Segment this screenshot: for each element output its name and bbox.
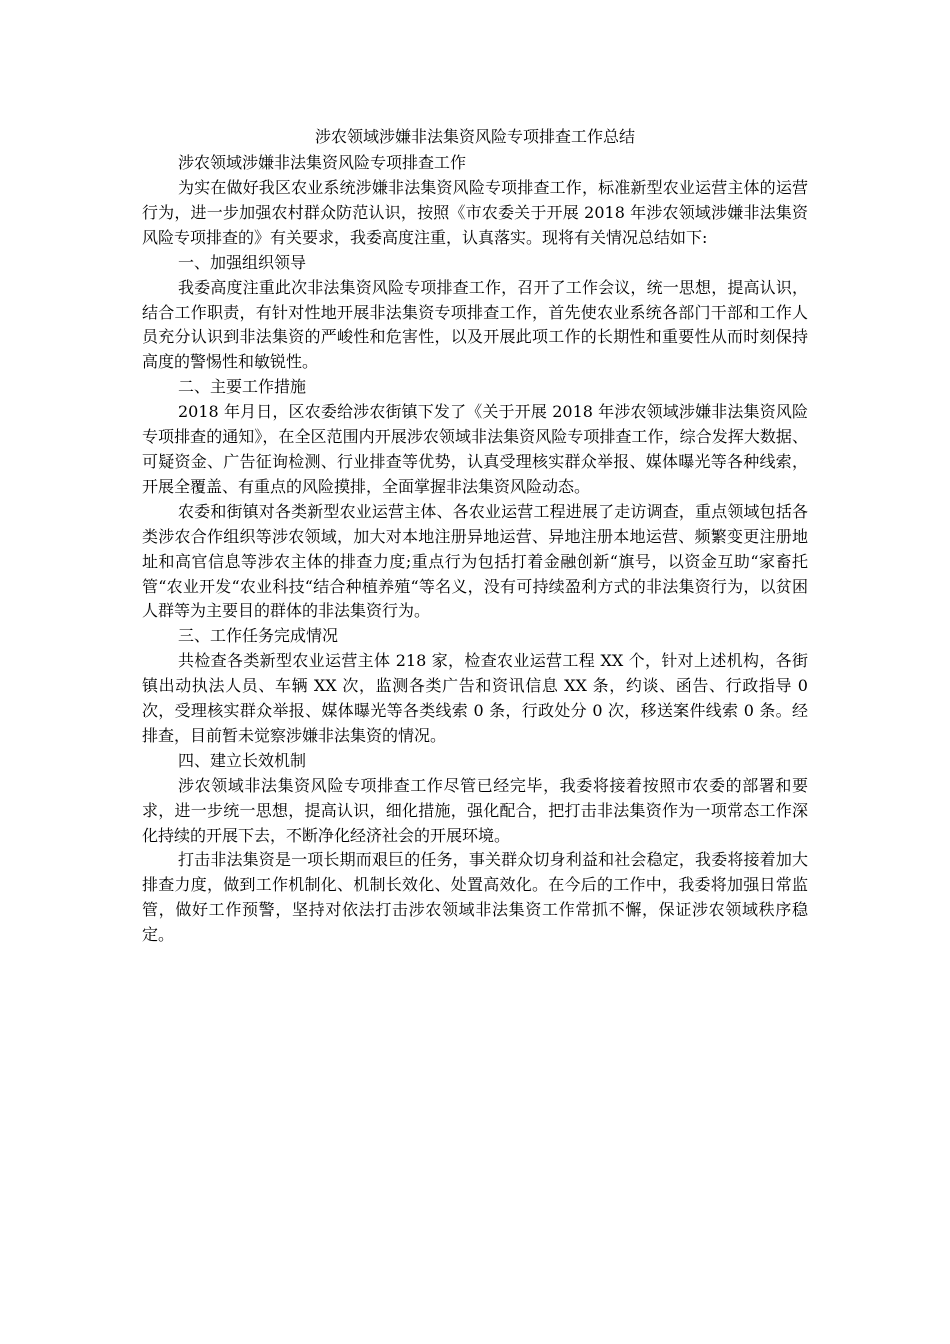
- section-2-paragraph-2: 农委和街镇对各类新型农业运营主体、各农业运营工程进展了走访调查，重点领域包括各类涉农合作组织等涉农领域，加大对本地注册异地运营、异地注册本地运营、频繁变更注册地址和高官信息等涉农主体的排查力度;重点行为包括打着金融创新“旗号，以资金互助“家畜托管“农业开发“农业科技“结合种植养殖“等名义，没有可持续盈利方式的非法集资行为，以贫困人群等为主要目的群体的非法集资行为。: [142, 501, 808, 621]
- document-subtitle: 涉农领域涉嫌非法集资风险专项排查工作: [178, 153, 467, 172]
- section-3-paragraph-1: 共检查各类新型农业运营主体 218 家，检查农业运营工程 XX 个，针对上述机构，各街镇出动执法人员、车辆 XX 次，监测各类广告和资讯信息 XX 条，约谈、函告、行政指导 0 次，受理核实群众举报、媒体曝光等各类线索 0 条，行政处分 0 次，移送案件线索 0 条。经排查，目前暂未觉察涉嫌非法集资的情况。: [142, 651, 808, 745]
- document-page: [142, 124, 808, 948]
- section-heading-3: 三、工作任务完成情况: [178, 626, 339, 646]
- document-title: 涉农领域涉嫌非法集资风险专项排查工作总结: [314, 127, 635, 146]
- section-heading-4: 四、建立长效机制: [178, 750, 307, 770]
- section-heading-2: 二、主要工作措施: [178, 377, 307, 397]
- section-heading-1: 一、加强组织领导: [178, 252, 307, 272]
- section-4-paragraph-1: 涉农领域非法集资风险专项排查工作尽管已经完毕，我委将接着按照市农委的部署和要求，进一步统一思想，提高认识，细化措施，强化配合，把打击非法集资作为一项常态工作深化持续的开展下去，不断净化经济社会的开展环境。: [142, 775, 808, 845]
- section-2-paragraph-1: 2018 年月日，区农委给涉农街镇下发了《关于开展 2018 年涉农领域涉嫌非法集资风险专项排查的通知》，在全区范围内开展涉农领域非法集资风险专项排查工作，综合发挥大数据、可疑资金、广告征询检测、行业排查等优势，认真受理核实群众举报、媒体曝光等各种线索，开展全覆盖、有重点的风险摸排，全面掌握非法集资风险动态。: [142, 402, 808, 496]
- section-1-paragraph-1: 我委高度注重此次非法集资风险专项排查工作，召开了工作会议，统一思想，提高认识，结合工作职责，有针对性地开展非法集资专项排查工作，首先使农业系统各部门干部和工作人员充分认识到非法集资的严峻性和危害性，以及开展此项工作的长期性和重要性从而时刻保持高度的警惕性和敏锐性。: [142, 277, 808, 372]
- section-4-paragraph-2: 打击非法集资是一项长期而艰巨的任务，事关群众切身利益和社会稳定，我委将接着加大排查力度，做到工作机制化、机制长效化、处置高效化。在今后的工作中，我委将加强日常监管，做好工作预警，坚持对依法打击涉农领域非法集资工作常抓不懈，保证涉农领域秩序稳定。: [142, 850, 808, 945]
- intro-paragraph: 为实在做好我区农业系统涉嫌非法集资风险专项排查工作，标准新型农业运营主体的运营行为，进一步加强农村群众防范认识，按照《市农委关于开展 2018 年涉农领域涉嫌非法集资风险专项排查的》有关要求，我委高度注重，认真落实。现将有关情况总结如下:: [142, 178, 808, 247]
